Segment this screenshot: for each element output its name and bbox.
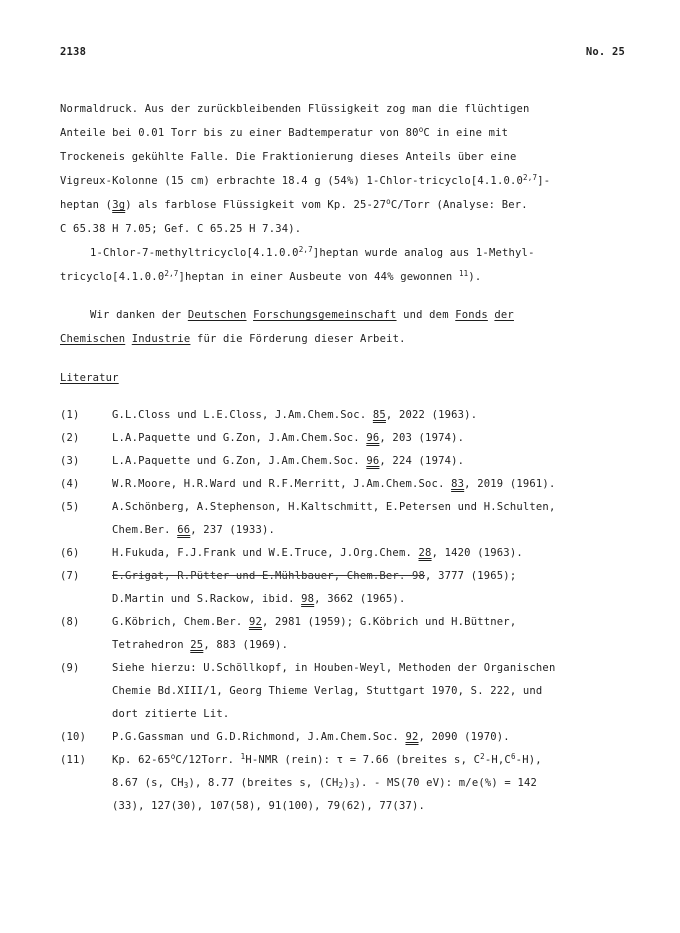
reference-item: (5) A.Schönberg, A.Stephenson, H.Kaltschmitt, E.Petersen und H.Schulten, Chem.Ber. 66, 237 (1933).: [60, 501, 556, 536]
compound-number: 3g: [112, 199, 126, 211]
page-header: [60, 46, 625, 60]
text-line: C 65.38 H 7.05; Gef. C 65.25 H 7.34).: [60, 223, 302, 235]
acknowledgement: [60, 303, 608, 351]
journal-number: No. 25: [585, 46, 625, 58]
text-line: tricyclo[4.1.0.0$^{2,7}$]heptan in einer Ausbeute von 44% gewonnen $^{11}$).: [60, 269, 482, 283]
reference-item: (1) G.L.Closs und L.E.Closs, J.Am.Chem.Soc. 85, 2022 (1963).: [60, 409, 478, 421]
text-line: Anteile bei 0.01 Torr bis zu einer Badtemperatur von 80$^o$C in eine mit: [60, 125, 509, 139]
text-line: Vigreux-Kolonne (15 cm) erbrachte 18.4 g (54%) 1-Chlor-tricyclo[4.1.0.0$^{2,7}$]-: [60, 173, 551, 187]
reference-item: (8) G.Köbrich, Chem.Ber. 92, 2981 (1959); G.Köbrich und H.Büttner, Tetrahedron 25, 883 (1969).: [60, 616, 517, 651]
text-line: heptan (3g) als farblose Flüssigkeit vom Kp. 25-27$^o$C/Torr (Analyse: Ber.: [60, 197, 528, 211]
reference-item: (2) L.A.Paquette und G.Zon, J.Am.Chem.Soc. 96, 203 (1974).: [60, 432, 465, 444]
reference-item: (6) H.Fukuda, F.J.Frank und W.E.Truce, J.Org.Chem. 28, 1420 (1963).: [60, 547, 523, 559]
reference-item: (9) Siehe hierzu: U.Schöllkopf, in Houben-Weyl, Methoden der Organischen Chemie Bd.XIII/1, Georg Thieme Verlag, Stuttgart 1970, S. 222, und dort zitierte Lit.: [60, 662, 556, 720]
text-line: Chemischen Industrie für die Förderung dieser Arbeit.: [60, 333, 406, 345]
experimental-paragraph: [60, 97, 608, 289]
reference-item: (11) Kp. 62-65$^o$C/12Torr. $^1$H-NMR (rein): τ = 7.66 (breites s, $C^2-H,C^6-H$), 8.67 (s, $CH_3$), 8.77 (breites s, $(CH_2)_3$). - MS(70 eV): m/e(%) = 142 (33), 127(30), 107(58), 91(100), 79(62), 77(37).: [60, 752, 542, 812]
literatur-heading: Literatur: [60, 372, 119, 384]
text-line: Wir danken der Deutschen Forschungsgemeinschaft und dem Fonds der: [90, 309, 514, 321]
reference-item: (10) P.G.Gassman und G.D.Richmond, J.Am.Chem.Soc. 92, 2090 (1970).: [60, 731, 510, 743]
reference-list: [60, 404, 640, 818]
reference-marker: 11: [458, 269, 469, 278]
text-line: 1-Chlor-7-methyltricyclo[4.1.0.0$^{2,7}$]heptan wurde analog aus 1-Methyl-: [90, 245, 535, 259]
text-line: Normaldruck. Aus der zurückbleibenden Flüssigkeit zog man die flüchtigen: [60, 103, 530, 115]
text-line: Trockeneis gekühlte Falle. Die Fraktionierung dieses Anteils über eine: [60, 151, 517, 163]
reference-item: (3) L.A.Paquette und G.Zon, J.Am.Chem.Soc. 96, 224 (1974).: [60, 455, 465, 467]
reference-item: (4) W.R.Moore, H.R.Ward und R.F.Merritt, J.Am.Chem.Soc. 83, 2019 (1961).: [60, 478, 556, 490]
reference-item: (7) E.Grigat, R.Pütter und E.Mühlbauer, Chem.Ber. 98, 3777 (1965); D.Martin und S.Rackow, ibid. 98, 3662 (1965).: [60, 570, 517, 605]
page-number: 2138: [60, 46, 87, 58]
